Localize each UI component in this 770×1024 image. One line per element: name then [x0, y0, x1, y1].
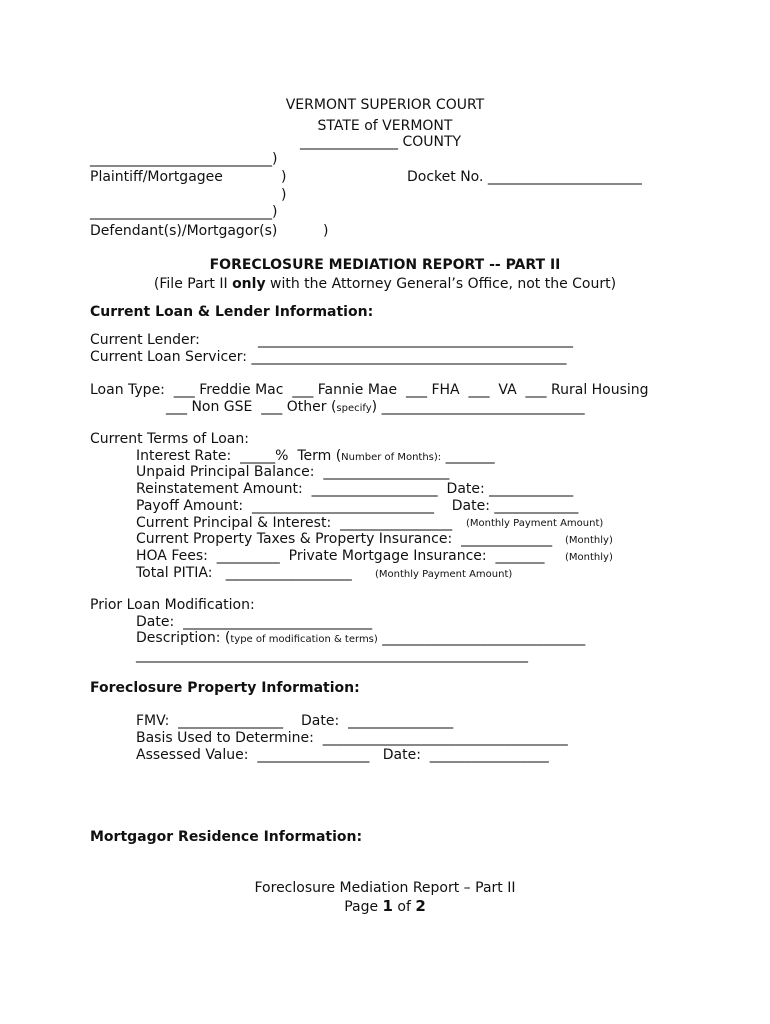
description-field: _____________________________: [382, 630, 586, 646]
fmv-row: FMV: _______________ Date: _______________: [136, 713, 454, 729]
description-label: Description: (: [136, 630, 231, 646]
basis-row: Basis Used to Determine: ___________________________________: [136, 730, 568, 746]
plaintiff-label: Plaintiff/Mortgagee: [90, 169, 223, 185]
interest-rate-label: Interest Rate: _____% Term (: [136, 448, 342, 464]
loan-type-row: Loan Type: ___ Freddie Mac ___ Fannie Mae ___ FHA ___ VA ___ Rural Housing: [90, 382, 649, 398]
modification-date: Date: ___________________________: [136, 614, 373, 630]
current-lender-field: _____________________________________________: [258, 332, 573, 348]
footer-title: Foreclosure Mediation Report – Part II: [254, 880, 516, 896]
assessed-value-row: Assessed Value: ________________ Date: _________________: [136, 747, 549, 763]
pitia-note: (Monthly Payment Amount): [375, 569, 513, 580]
report-title: FORECLOSURE MEDIATION REPORT -- PART II: [209, 257, 561, 273]
property-heading: Foreclosure Property Information:: [90, 680, 360, 696]
plaintiff-blank: __________________________): [90, 151, 278, 167]
hoa-note: (Monthly): [565, 552, 613, 563]
page-of: of: [392, 899, 416, 915]
page-number: [0, 898, 770, 915]
defendant-label: Defendant(s)/Mortgagor(s): [90, 223, 278, 239]
description-note: type of modification & terms): [230, 634, 378, 645]
docket-number: Docket No. ______________________: [407, 169, 642, 185]
page-total: 2: [415, 897, 426, 915]
interest-rate-row: [136, 449, 495, 464]
court-name: VERMONT SUPERIOR COURT: [285, 97, 485, 113]
report-subtitle: [0, 277, 770, 292]
caption-paren: ): [281, 187, 287, 203]
term-note: Number of Months):: [341, 452, 442, 463]
total-pitia: Total PITIA: __________________: [136, 565, 352, 581]
payoff-amount: Payoff Amount: __________________________ Date: ____________: [136, 498, 579, 514]
modification-heading: Prior Loan Modification:: [90, 597, 255, 613]
current-servicer: Current Loan Servicer: _____________________________________________: [90, 349, 567, 365]
other-field: ) _____________________________: [371, 399, 585, 415]
county-line: ______________ COUNTY: [300, 134, 462, 150]
loan-heading: Current Loan & Lender Information:: [90, 304, 374, 320]
subtitle-emphasis: only: [232, 276, 266, 292]
term-field: _______: [445, 448, 495, 464]
subtitle-text: (File Part II: [153, 276, 233, 292]
pi-note: (Monthly Payment Amount): [466, 518, 604, 529]
terms-heading: Current Terms of Loan:: [90, 431, 249, 447]
reinstatement-amount: Reinstatement Amount: __________________ Date: ____________: [136, 481, 574, 497]
defendant-blank: __________________________): [90, 204, 278, 220]
hoa-fees: HOA Fees: _________ Private Mortgage Insurance: _______: [136, 548, 545, 564]
taxes-note: (Monthly): [565, 535, 613, 546]
page-label: Page: [344, 899, 383, 915]
unpaid-balance: Unpaid Principal Balance: __________________: [136, 464, 450, 480]
taxes-insurance: Current Property Taxes & Property Insurance: _____________: [136, 531, 553, 547]
principal-interest: Current Principal & Interest: ________________: [136, 515, 453, 531]
caption-paren: ): [281, 169, 287, 185]
specify-note: specify: [336, 403, 372, 414]
caption-paren: ): [323, 223, 329, 239]
residence-heading: Mortgagor Residence Information:: [90, 829, 363, 845]
page-current: 1: [382, 897, 393, 915]
subtitle-text: with the Attorney General’s Office, not the Court): [265, 276, 617, 292]
loan-type-row-2: [166, 400, 585, 415]
loan-type-options: ___ Non GSE ___ Other (: [166, 399, 337, 415]
current-lender-label: Current Lender:: [90, 332, 200, 348]
description-line: ________________________________________________________: [136, 647, 528, 663]
modification-description: [136, 631, 585, 646]
state-name: STATE of VERMONT: [317, 118, 453, 134]
